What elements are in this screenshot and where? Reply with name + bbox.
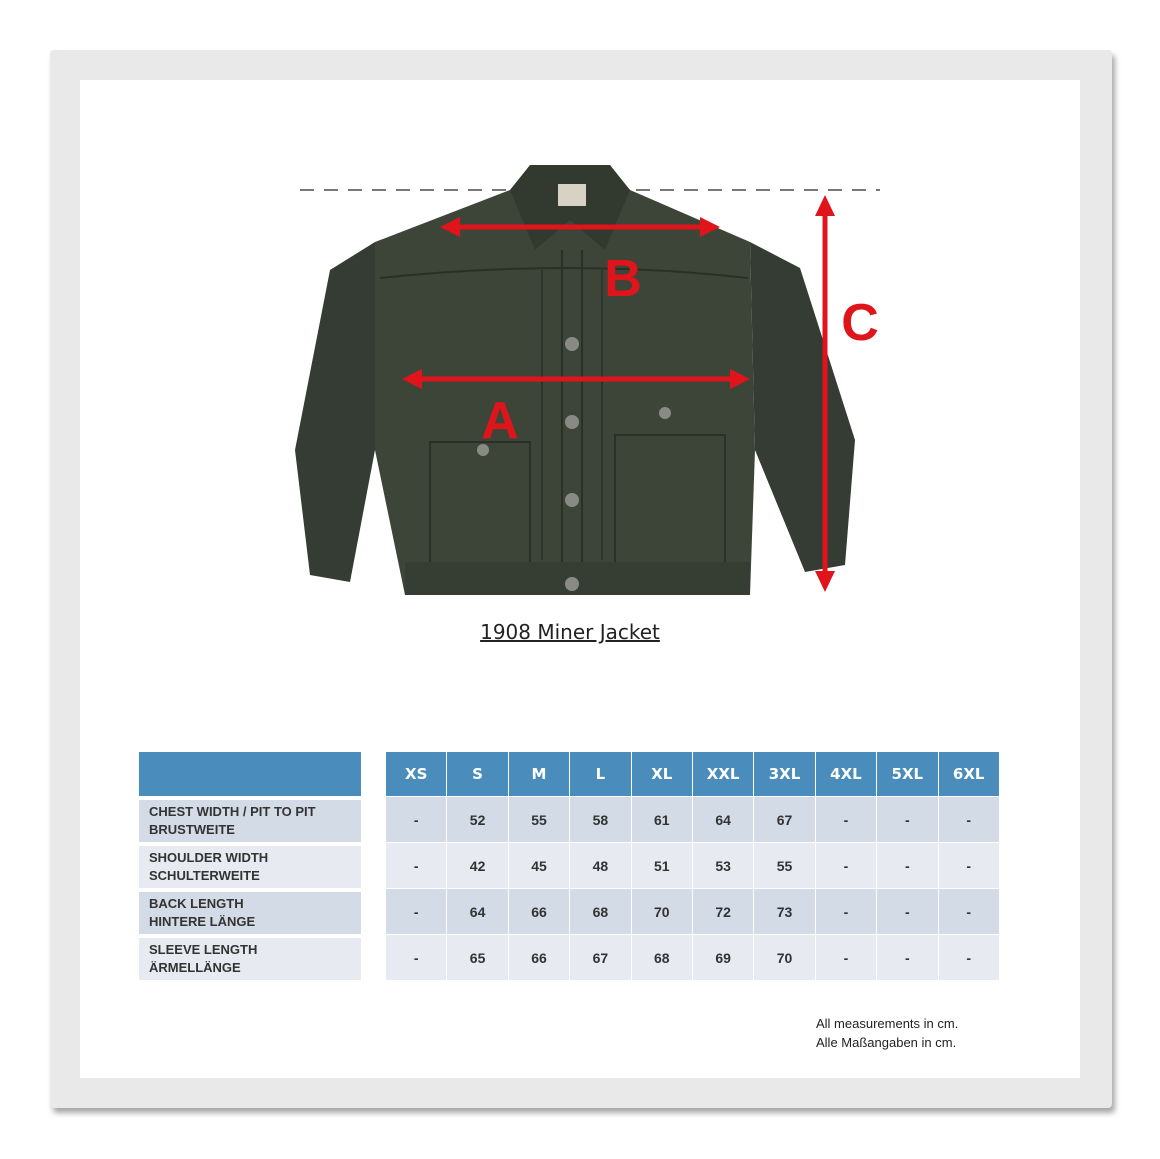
- size-header: M: [509, 752, 570, 796]
- table-cell: -: [877, 888, 938, 934]
- table-cell: -: [386, 796, 447, 842]
- table-cell: 58: [570, 796, 631, 842]
- label-de: SCHULTERWEITE: [149, 868, 260, 883]
- table-cell: -: [816, 934, 877, 980]
- table-cell: -: [939, 796, 1000, 842]
- table-cell: 53: [693, 842, 754, 888]
- table-cell: 69: [693, 934, 754, 980]
- size-header: S: [447, 752, 508, 796]
- table-cell: 45: [509, 842, 570, 888]
- table-cell: 70: [754, 934, 815, 980]
- size-table: [386, 752, 1000, 980]
- size-header: XS: [386, 752, 447, 796]
- table-cell: 68: [570, 888, 631, 934]
- size-header: 3XL: [754, 752, 815, 796]
- note-english: All measurements in cm.: [816, 1016, 959, 1031]
- table-cell: 67: [754, 796, 815, 842]
- label-a: A: [481, 392, 519, 450]
- table-cell: -: [386, 842, 447, 888]
- table-row: [386, 934, 1000, 980]
- table-cell: 66: [509, 934, 570, 980]
- label-c: C: [841, 294, 879, 352]
- label-en: SLEEVE LENGTH: [149, 942, 258, 957]
- size-header: XXL: [693, 752, 754, 796]
- table-cell: 72: [693, 888, 754, 934]
- table-cell: -: [877, 934, 938, 980]
- table-cell: 73: [754, 888, 815, 934]
- label-shoulder: [139, 846, 361, 888]
- table-cell: 64: [693, 796, 754, 842]
- table-cell: 66: [509, 888, 570, 934]
- measurement-labels: [139, 752, 361, 984]
- table-cell: 70: [632, 888, 693, 934]
- table-row: [386, 796, 1000, 842]
- label-sleeve: [139, 938, 361, 980]
- table-cell: -: [939, 842, 1000, 888]
- size-header: 6XL: [939, 752, 1000, 796]
- table-cell: 68: [632, 934, 693, 980]
- label-en: CHEST WIDTH / PIT TO PIT: [149, 804, 316, 819]
- table-cell: -: [877, 796, 938, 842]
- size-header-row: [386, 752, 1000, 796]
- size-header: 5XL: [877, 752, 938, 796]
- table-cell: -: [816, 842, 877, 888]
- table-cell: 42: [447, 842, 508, 888]
- table-cell: 55: [509, 796, 570, 842]
- table-cell: 65: [447, 934, 508, 980]
- table-row: [386, 888, 1000, 934]
- table-cell: -: [386, 934, 447, 980]
- table-cell: 48: [570, 842, 631, 888]
- table-cell: -: [386, 888, 447, 934]
- label-b: B: [604, 250, 642, 308]
- table-cell: 55: [754, 842, 815, 888]
- table-cell: -: [939, 888, 1000, 934]
- label-back-length: [139, 892, 361, 934]
- label-de: HINTERE LÄNGE: [149, 914, 256, 929]
- table-cell: -: [877, 842, 938, 888]
- label-de: ÄRMELLÄNGE: [149, 960, 241, 975]
- table-row: [386, 842, 1000, 888]
- labels-header: [139, 752, 361, 796]
- table-cell: -: [816, 888, 877, 934]
- note-german: Alle Maßangaben in cm.: [816, 1035, 957, 1050]
- table-cell: 64: [447, 888, 508, 934]
- product-title: 1908 Miner Jacket: [480, 620, 660, 644]
- table-cell: -: [939, 934, 1000, 980]
- table-cell: 61: [632, 796, 693, 842]
- size-header: 4XL: [816, 752, 877, 796]
- table-cell: 51: [632, 842, 693, 888]
- jacket-image: [280, 150, 900, 610]
- label-en: SHOULDER WIDTH: [149, 850, 269, 865]
- table-cell: 52: [447, 796, 508, 842]
- jacket-tag: [558, 184, 586, 206]
- table-cell: 67: [570, 934, 631, 980]
- size-header: XL: [632, 752, 693, 796]
- measurement-note: [816, 1014, 1006, 1052]
- label-chest: [139, 800, 361, 842]
- size-header: L: [570, 752, 631, 796]
- label-en: BACK LENGTH: [149, 896, 244, 911]
- label-de: BRUSTWEITE: [149, 822, 235, 837]
- table-cell: -: [816, 796, 877, 842]
